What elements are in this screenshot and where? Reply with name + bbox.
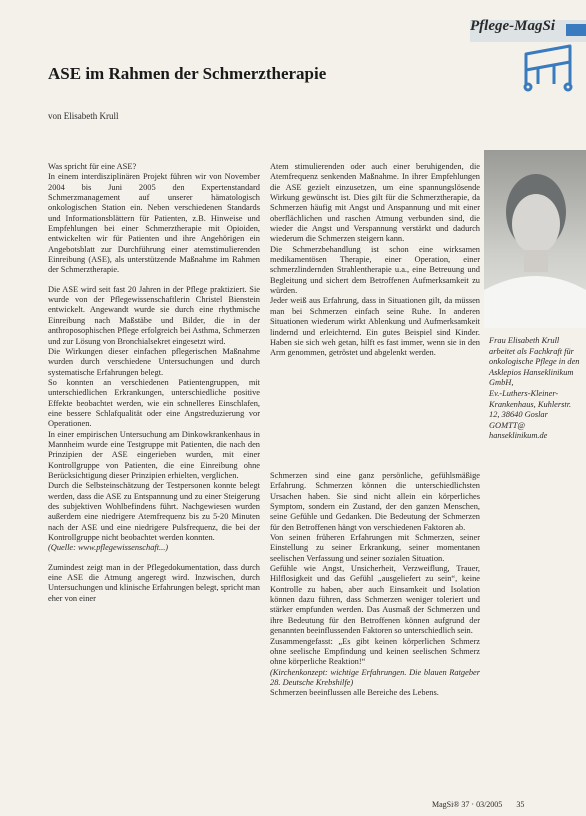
paragraph: Gefühle wie Angst, Unsicherheit, Verzweiflung, Trauer, Hilflosigkeit und das Gefühl „ausgeliefert zu sein“, keine Kontrolle zu haben, aber auch Einsamkeit und Isolation können dazu führen, dass Schmerzen weniger toleriert und stärker empfunden werden. Das Ausmaß der Schmerzen und ihre Bedeutung für den Betroffenen können aufgrund der genannten beeinflussenden Faktoren so unterschiedlich sein. — [270, 564, 480, 636]
bed-frame-icon — [520, 40, 576, 92]
source-note: (Quelle: www.pflegewissenschaft...) — [48, 543, 169, 553]
text-column-right-bottom — [270, 471, 480, 699]
page-number: 35 — [516, 800, 525, 809]
page-footer — [432, 800, 524, 809]
paragraph: Die ASE wird seit fast 20 Jahren in der Pflege praktiziert. Sie wurde von der Pflegewissenschaftlerin Christel Bienstein entwickelt. Angewandt wurde sie durch eine rhythmische Einreibung nach Maßstäbe und Bilder, die in der anthroposophischen Pflege erfolgreich bei Asthma, Schmerzen und zur Lösung von Bronchialsekret eingesetzt wird. — [48, 284, 260, 346]
section-label: Pflege-MagSi — [470, 18, 555, 34]
paragraph: Schmerzen sind eine ganz persönliche, gefühlsmäßige Erfahrung. Schmerzen können die unterschiedlichsten Ursachen haben. Sie sind nicht allein ein körperliches Symptom, sondern ein Zustand, der den ganzen Menschen, seine Gefühle und Gedanken. Die Bedeutung der Schmerzen für den Betroffenen hängt von verschiedenen Faktoren ab. — [270, 471, 480, 532]
caption-line: GOMTT@ hanseklinikum.de — [489, 420, 548, 441]
text-column-left — [48, 162, 260, 604]
paragraph: In einem interdisziplinären Projekt führen wir von November 2004 bis Juni 2005 den Expertenstandard Schmerzmanagement auf unserer hämatologisch onkologischen Station ein. Neben verschiedenen Standards und Informationsblättern für Patienten, z.B. Hinweise und Empfehlungen bei einer Schmerztherapie mit Opioiden, entwickelten wir für Patienten und ihre Angehörigen ein Angebotsblatt zur Durchführung einer atemstimulierenden Einreibung (ASE), als unterstützende Maßnahme im Rahmen der Schmerztherapie. — [48, 172, 260, 275]
paragraph: Die Schmerzbehandlung ist schon eine wirksamen medikamentösen Therapie, einer Operation, einer schmerzlindernden Strahlentherapie u.a., eine Betreuung und Begleitung und sichert dem Betroffenen Aufmerksamkeit zu würden. — [270, 244, 480, 296]
paragraph: Zumindest zeigt man in der Pflegedokumentation, dass durch eine ASE die Atmung angeregt wird. Inzwischen, durch Untersuchungen und klinische Erfahrungen belegt, spricht man eher von einer — [48, 562, 260, 603]
paragraph: Schmerzen beeinflussen alle Bereiche des Lebens. — [270, 688, 439, 698]
portrait-image — [484, 150, 586, 328]
journal-issue: MagSi® 37 · 03/2005 — [432, 800, 503, 809]
text-column-right-top — [270, 162, 480, 359]
paragraph: Zusammengefasst: „Es gibt keinen körperlichen Schmerz ohne seelische Empfindung und keinen seelischen Schmerz ohne körperliche Reaktion!“ — [270, 636, 480, 667]
paragraph: Von seinen früheren Erfahrungen mit Schmerzen, seiner Einstellung zu seiner Erkrankung, seiner momentanen seelischen Verfassung und seiner sozialen Situation. — [270, 533, 480, 563]
author-caption — [489, 336, 581, 442]
paragraph: Jeder weiß aus Erfahrung, dass in Situationen gilt, da müssen man bei Schmerzen einfach seine Ruhe. In anderen Situationen wiederum wirkt Ablenkung und Aufmerksamkeit lindernd und erleichternd. Ein gutes Beispiel sind Kinder. Haben sie sich weh getan, hilft es fast immer, wenn sie in den Arm genommen, getröstet und abgelenkt werden. — [270, 296, 480, 358]
paragraph: In einer empirischen Untersuchung am Dinkowkrankenhaus in Mannheim wurde eine Testgruppe mit Patienten, die nach den Prinzipien der ASE eingerieben wurden, mit einer Kontrollgruppe von Patienten, die eine Einreibung ohne Berücksichtigung dieser Prinzipien erhielten, verglichen. — [48, 429, 260, 480]
paragraph: So konnten an verschiedenen Patientengruppen, mit unterschiedlichen Erkrankungen, unterschiedliche positive Effekte beobachtet werden, wie ein schnelleres Einschlafen, eine bessere Schlafqualität oder eine Angstreduzierung vor Operationen. — [48, 377, 260, 429]
author-photo — [484, 150, 586, 328]
article-byline: von Elisabeth Krull — [48, 111, 119, 121]
accent-bar — [566, 24, 586, 36]
paragraph: Durch die Selbsteinschätzung der Testpersonen konnte belegt werden, dass die ASE zu Entspannung und zu einer Steigerung des subjektiven Wohlbefindens führt. Nachgewiesen wurden außerdem eine niedrigere Atemfrequenz bis zu 5-20 Minuten nach der ASE und eine niedrigere Pulsfrequenz, die bei der Kontrollgruppe nicht beobachtet werden konnten. — [48, 481, 260, 543]
article-title: ASE im Rahmen der Schmerztherapie — [48, 64, 327, 83]
paragraph: Die Wirkungen dieser einfachen pflegerischen Maßnahme wurden durch verschiedene Untersuchungen und durch systematische Erfahrungen belegt. — [48, 346, 260, 377]
source-note: (Kirchenkonzept: wichtige Erfahrungen. Die blauen Ratgeber 28. Deutsche Krebshilfe) — [270, 667, 480, 687]
paragraph: Was spricht für eine ASE? — [48, 162, 137, 171]
paragraph: Atem stimulierenden oder auch einer beruhigenden, die Atemfrequenz senkenden Maßnahme. In ihrer Empfehlungen die ASE gezielt einzusetzen, um eine spannungslösende Wirkung gewünscht ist. Dies gilt für die Schmerztherapie, da Schmerzen häufig mit Angst und Anspannung und mit einer oberflächlichen und raschen Atmung verbunden sind, die wieder die Angst und Verspannung verstärkt und dadurch wiederum die Schmerzen steigern kann. — [270, 162, 480, 244]
caption-line: Frau Elisabeth Krull arbeitet als Fachkraft für onkologische Pflege in den Asklepios Hanseklinikum GmbH, — [489, 336, 580, 388]
caption-line: Ev.-Luthers-Kleiner-Krankenhaus, Kuhlerstr. 12, 38640 Goslar — [489, 388, 572, 420]
